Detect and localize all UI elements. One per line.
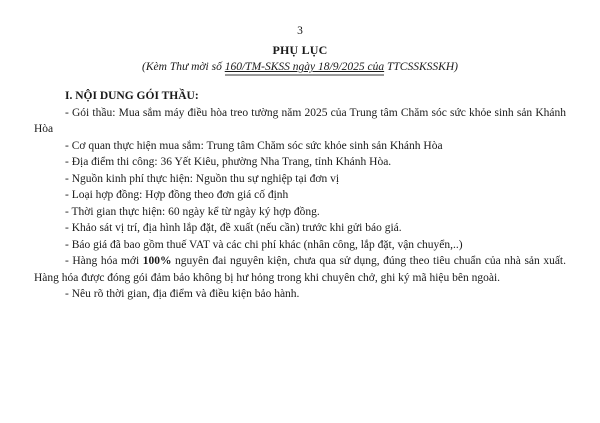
paragraph-dia-diem: - Địa điểm thi công: 36 Yết Kiêu, phường Nha Trang, tỉnh Khánh Hòa.: [65, 156, 392, 168]
paragraph-bao-hanh: - Nêu rõ thời gian, địa điểm và điều kiện bảo hành.: [65, 288, 300, 300]
subtitle-organization: TTCSSKSSKH): [384, 61, 458, 73]
doc-subtitle: [34, 60, 566, 75]
hang-hoa-text-start: - Hàng hóa mới: [65, 255, 143, 267]
doc-body: [34, 88, 566, 303]
paragraph-nguon-kinh-phi: - Nguồn kinh phí thực hiện: Nguồn thu sự nghiệp tại đơn vị: [65, 172, 340, 185]
paragraph-co-quan: - Cơ quan thực hiện mua sắm: Trung tâm Chăm sóc sức khỏe sinh sản Khánh Hòa: [65, 139, 443, 152]
paragraph-goi-thau: - Gói thầu: Mua sắm máy điều hòa treo tường năm 2025 của Trung tâm Chăm sóc sức khỏe sinh sản Khánh Hòa: [34, 106, 566, 135]
paragraph-loai-hop-dong: - Loại hợp đồng: Hợp đồng theo đơn giá cố định: [65, 189, 289, 201]
subtitle-prefix: (Kèm Thư mời số: [142, 61, 225, 73]
hang-hoa-text-end: nguyên đai nguyên kiện, chưa qua sử dụng, đúng theo tiêu chuẩn của nhà sản xuất. Hàng hóa được đóng gói đảm bảo không bị hư hỏng trong khi chuyên chở, ghi ký mã hiệu bên ngoài.: [34, 255, 566, 284]
paragraph-bao-gia: - Báo giá đã bao gồm thuế VAT và các chi phí khác (nhân công, lắp đặt, vận chuyển,..): [65, 238, 463, 251]
page-number: 3: [297, 25, 303, 37]
hang-hoa-percent-bold: 100%: [142, 255, 172, 267]
paragraph-khao-sat: - Khảo sát vị trí, địa hình lắp đặt, đề xuất (nếu cần) trước khi gửi báo giá.: [65, 222, 402, 234]
doc-title: PHỤ LỤC: [272, 43, 328, 57]
paragraph-thoi-gian: - Thời gian thực hiện: 60 ngày kể từ ngày ký hợp đồng.: [65, 205, 320, 218]
subtitle-reference-number: 160/TM-SKSS ngày 18/9/2025 của: [225, 61, 384, 76]
paragraph-hang-hoa: [34, 253, 566, 286]
section-heading: I. NỘI DUNG GÓI THẦU:: [65, 90, 199, 102]
